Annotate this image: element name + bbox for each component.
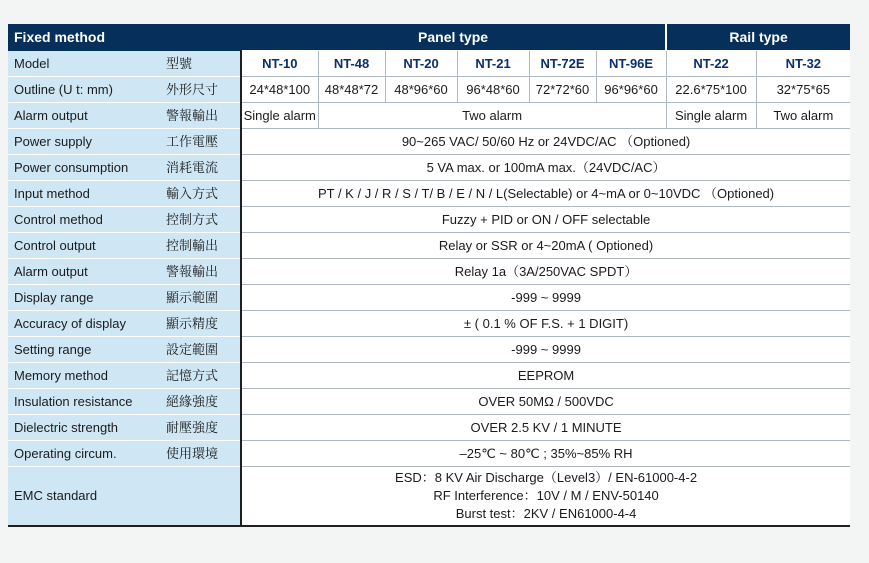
- model-cell: NT-48: [318, 51, 385, 77]
- model-row: [8, 51, 850, 77]
- row-label-zh: 外形尺寸: [163, 77, 241, 103]
- row-label-zh: 使用環境: [163, 441, 241, 467]
- model-cell: NT-22: [666, 51, 756, 77]
- model-cell: NT-96E: [596, 51, 666, 77]
- row-label-en: EMC standard: [8, 467, 241, 527]
- spec-value: ± ( 0.1 % OF F.S. + 1 DIGIT): [241, 311, 850, 337]
- alarm-type-row: [8, 103, 850, 129]
- outline-cell: 24*48*100: [241, 77, 318, 103]
- row-label-en: Display range: [8, 285, 163, 311]
- spec-value: Relay 1a（3A/250VAC SPDT）: [241, 259, 850, 285]
- spec-table-container: [8, 24, 850, 527]
- row-label-en: Accuracy of display: [8, 311, 163, 337]
- spec-value: Relay or SSR or 4~20mA ( Optioned): [241, 233, 850, 259]
- spec-value: EEPROM: [241, 363, 850, 389]
- model-cell: NT-32: [756, 51, 850, 77]
- outline-cell: 96*48*60: [457, 77, 529, 103]
- row-label-en: Outline (U t: mm): [8, 77, 163, 103]
- row-label-en: Model: [8, 51, 163, 77]
- spec-value: –25℃ ~ 80℃ ; 35%~85% RH: [241, 441, 850, 467]
- row-label-en: Memory method: [8, 363, 163, 389]
- outline-row: [8, 77, 850, 103]
- spec-value: OVER 2.5 KV / 1 MINUTE: [241, 415, 850, 441]
- row-label-zh: 控制方式: [163, 207, 241, 233]
- header-row: [8, 24, 850, 51]
- spec-row: [8, 259, 850, 285]
- spec-rows: [8, 129, 850, 467]
- emc-line: ESD：8 KV Air Discharge（Level3）/ EN-61000-4-2: [395, 470, 698, 485]
- model-cell: NT-21: [457, 51, 529, 77]
- row-label-zh: 顯示範圍: [163, 285, 241, 311]
- row-label-en: Operating circum.: [8, 441, 163, 467]
- spec-row: [8, 337, 850, 363]
- row-label-zh: 耐壓強度: [163, 415, 241, 441]
- row-label-en: Setting range: [8, 337, 163, 363]
- row-label-en: Insulation resistance: [8, 389, 163, 415]
- row-label-en: Power supply: [8, 129, 163, 155]
- row-label-en: Control output: [8, 233, 163, 259]
- spec-row: [8, 181, 850, 207]
- spec-value: -999 ~ 9999: [241, 285, 850, 311]
- spec-row: [8, 415, 850, 441]
- outline-cell: 72*72*60: [529, 77, 596, 103]
- alarm-type-cell: Two alarm: [756, 103, 850, 129]
- spec-value: PT / K / J / R / S / T/ B / E / N / L(Selectable) or 4~mA or 0~10VDC （Optioned): [241, 181, 850, 207]
- spec-row: [8, 311, 850, 337]
- row-label-zh: 工作電壓: [163, 129, 241, 155]
- spec-value: Fuzzy + PID or ON / OFF selectable: [241, 207, 850, 233]
- row-label-zh: 輸入方式: [163, 181, 241, 207]
- row-label-zh: 警報輸出: [163, 103, 241, 129]
- row-label-en: Alarm output: [8, 259, 163, 285]
- outline-cell: 32*75*65: [756, 77, 850, 103]
- model-cell: NT-20: [385, 51, 457, 77]
- row-label-zh: 控制輸出: [163, 233, 241, 259]
- outline-cell: 48*48*72: [318, 77, 385, 103]
- rail-type-header: Rail type: [666, 24, 850, 51]
- outline-cell: 48*96*60: [385, 77, 457, 103]
- outline-cell: 96*96*60: [596, 77, 666, 103]
- row-label-en: Dielectric strength: [8, 415, 163, 441]
- alarm-type-cell: Single alarm: [666, 103, 756, 129]
- spec-row: [8, 363, 850, 389]
- row-label-en: Alarm output: [8, 103, 163, 129]
- panel-type-header: Panel type: [241, 24, 666, 51]
- row-label-zh: 記憶方式: [163, 363, 241, 389]
- spec-table: [8, 24, 850, 527]
- emc-line: RF Interference：10V / M / ENV-50140: [433, 488, 659, 503]
- spec-row: [8, 155, 850, 181]
- emc-row: [8, 467, 850, 527]
- spec-row: [8, 129, 850, 155]
- model-cell: NT-10: [241, 51, 318, 77]
- row-label-en: Input method: [8, 181, 163, 207]
- row-label-zh: 絕緣強度: [163, 389, 241, 415]
- fixed-method-header: Fixed method: [8, 24, 241, 51]
- emc-line: Burst test：2KV / EN61000-4-4: [455, 506, 637, 521]
- row-label-zh: 警報輸出: [163, 259, 241, 285]
- row-label-zh: 消耗電流: [163, 155, 241, 181]
- alarm-type-cell: Two alarm: [318, 103, 666, 129]
- outline-cell: 22.6*75*100: [666, 77, 756, 103]
- row-label-zh: 設定範圍: [163, 337, 241, 363]
- spec-value: 5 VA max. or 100mA max.（24VDC/AC）: [241, 155, 850, 181]
- spec-row: [8, 207, 850, 233]
- model-cell: NT-72E: [529, 51, 596, 77]
- spec-value: OVER 50MΩ / 500VDC: [241, 389, 850, 415]
- row-label-en: Power consumption: [8, 155, 163, 181]
- row-label-en: Control method: [8, 207, 163, 233]
- spec-value: -999 ~ 9999: [241, 337, 850, 363]
- spec-value: 90~265 VAC/ 50/60 Hz or 24VDC/AC （Optioned): [241, 129, 850, 155]
- spec-row: [8, 441, 850, 467]
- row-label-zh: 顯示精度: [163, 311, 241, 337]
- emc-value: [241, 467, 850, 527]
- spec-row: [8, 233, 850, 259]
- alarm-type-cell: Single alarm: [241, 103, 318, 129]
- spec-row: [8, 389, 850, 415]
- spec-row: [8, 285, 850, 311]
- row-label-zh: 型號: [163, 51, 241, 77]
